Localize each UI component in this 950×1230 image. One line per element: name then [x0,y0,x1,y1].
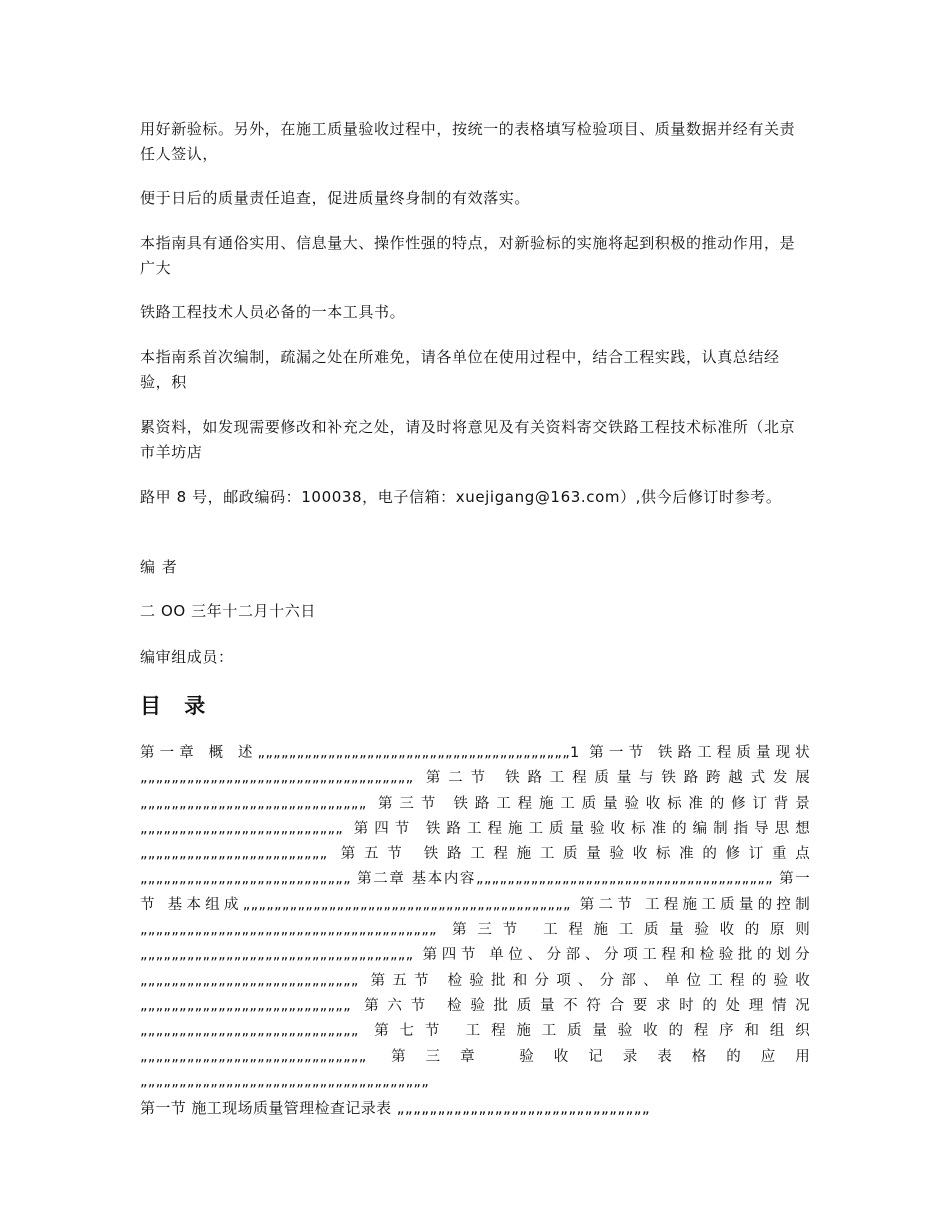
paragraph-4: 铁路工程技术人员必备的一本工具书。 [140,303,406,321]
toc-body [140,741,810,1095]
paragraph-7: 路甲 8 号，邮政编码：100038，电子信箱：xuejigang@163.com）,供今后修订时参考。 [140,488,782,506]
paragraph-5: 本指南系首次编制，疏漏之处在所难免，请各单位在使用过程中，结合工程实践，认真总结经验，积 [140,348,780,391]
paragraph-1: 用好新验标。另外，在施工质量验收过程中，按统一的表格填写检验项目、质量数据并经有关责任人签认， [140,120,796,163]
paragraph-3: 本指南具有通俗实用、信息量大、操作性强的特点，对新验标的实施将起到积极的推动作用，是广大 [140,234,796,277]
paragraph-2: 便于日后的质量责任追查，促进质量终身制的有效落实。 [140,189,531,207]
toc-title: 目 录 [140,694,214,718]
author-signature: 编 者 [140,558,178,576]
paragraph-6: 累资料，如发现需要修改和补充之处，请及时将意见及有关资料寄交铁路工程技术标准所（北京市羊坊店 [140,418,796,461]
toc-entry-last: 第一节 施工现场质量管理检查记录表 „„„„„„„„„„„„„„„„„„„„„„„„„„„„„„„ [140,1099,651,1117]
date-line: 二 OO 三年十二月十六日 [140,602,316,620]
review-group-label: 编审组成员： [140,648,234,666]
toc-text: 第一章 概 述„„„„„„„„„„„„„„„„„„„„„„„„„„„„„„„„„„„„„„„„1 第一节 铁路工程质量现状„„„„„„„„„„„„„„„„„„„„„„„„„„„„„„„„„„„ 第二节 铁路工程质量与铁路跨越式发展„„„„„„„„„„„„„„„„„„„„„„„„„„„„„ 第三节 铁路工程施工质量验收标准的修订背景„„„„„„„„„„„„„„„„„„„„„„„„„„ 第四节 铁路工程施工质量验收标准的编制指导思想„„„„„„„„„„„„„„„„„„„„„„„„ 第五节 铁路工程施工质量验收标准的修订重点„„„„„„„„„„„„„„„„„„„„„„„„„„„ 第二章 基本内容„„„„„„„„„„„„„„„„„„„„„„„„„„„„„„„„„„„„„„ 第一节 基本组成„„„„„„„„„„„„„„„„„„„„„„„„„„„„„„„„„„„„„„„„„„ 第二节 工程施工质量的控制„„„„„„„„„„„„„„„„„„„„„„„„„„„„„„„„„„„„„„ 第三节 工程施工质量验收的原则 „„„„„„„„„„„„„„„„„„„„„„„„„„„„„„„„„„„ 第四节 单位、分部、分项工程和检验批的划分 „„„„„„„„„„„„„„„„„„„„„„„„„„„„ 第五节 检验批和分项、分部、单位工程的验收 „„„„„„„„„„„„„„„„„„„„„„„„„„„ 第六节 检验批质量不符合要求时的处理情况 „„„„„„„„„„„„„„„„„„„„„„„„„„„„ 第七节 工程施工质量验收的程序和组织 „„„„„„„„„„„„„„„„„„„„„„„„„„„„„ 第三章 验收记录表格的应用„„„„„„„„„„„„„„„„„„„„„„„„„„„„„„„„„„„„„ [140,745,810,1090]
